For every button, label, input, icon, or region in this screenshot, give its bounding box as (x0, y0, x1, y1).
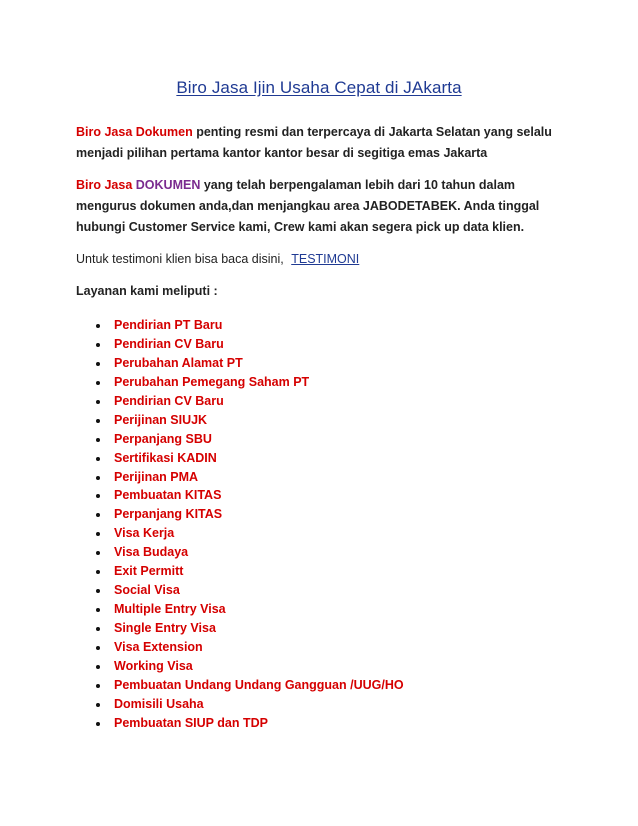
list-item-label: Pendirian CV Baru (114, 393, 224, 408)
list-item (96, 714, 404, 733)
list-item (96, 411, 404, 430)
list-item (96, 562, 404, 581)
bullet-icon (96, 513, 100, 517)
list-item (96, 638, 404, 657)
bullet-icon (96, 627, 100, 631)
list-item (96, 505, 404, 524)
list-item-label: Pendirian PT Baru (114, 318, 223, 332)
list-item-label: Working Visa (114, 658, 193, 673)
list-item-label: Pembuatan KITAS (114, 488, 222, 503)
list-item (96, 354, 404, 373)
list-item (96, 581, 404, 600)
list-item (96, 335, 404, 354)
bullet-icon (96, 343, 100, 347)
bullet-icon (96, 665, 100, 669)
list-item-label: Visa Kerja (114, 526, 175, 541)
bullet-icon (96, 438, 100, 442)
list-item-label: Domisili Usaha (114, 696, 204, 711)
list-item (96, 657, 404, 676)
list-item (96, 449, 404, 468)
list-item (96, 619, 404, 638)
bullet-icon (96, 494, 100, 498)
list-item-label: Visa Extension (114, 639, 203, 654)
list-item (96, 695, 404, 714)
list-item (96, 676, 404, 695)
list-item-label: Perpanjang SBU (114, 431, 212, 446)
list-item (96, 468, 404, 487)
bullet-icon (96, 457, 100, 461)
list-item (96, 600, 404, 619)
services-heading: Layanan kami meliputi : (76, 284, 218, 298)
list-item-label: Pembuatan SIUP dan TDP (114, 715, 268, 730)
list-item-label: Perijinan SIUJK (114, 412, 208, 427)
bullet-icon (96, 532, 100, 536)
services-list (96, 316, 404, 733)
highlight-biro-jasa: Biro Jasa (76, 178, 136, 192)
bullet-icon (96, 589, 100, 593)
bullet-icon (96, 324, 100, 328)
list-item (96, 543, 404, 562)
experience-paragraph-text: yang telah berpengalaman lebih dari 10 tahun dalam mengurus dokumen anda,dan menjangkau area JABODETABEK. Anda tinggal hubungi Customer Service kami, Crew kami akan segera pick up data klien. (76, 178, 540, 234)
list-item (96, 392, 404, 411)
testimonial-line (76, 249, 576, 270)
bullet-icon (96, 570, 100, 574)
list-item-label: Perijinan PMA (114, 469, 199, 484)
list-item (96, 373, 404, 392)
bullet-icon (96, 419, 100, 423)
list-item-label: Exit Permitt (114, 564, 184, 579)
bullet-icon (96, 646, 100, 650)
bullet-icon (96, 608, 100, 612)
testimonial-text: Untuk testimoni klien bisa baca disini, (76, 252, 288, 266)
list-item-label: Visa Budaya (114, 545, 189, 560)
list-item (96, 316, 404, 335)
list-item-label: Perpanjang KITAS (114, 507, 223, 522)
list-item-label: Social Visa (114, 583, 180, 598)
list-item-label: Single Entry Visa (114, 621, 216, 635)
list-item-label: Sertifikasi KADIN (114, 450, 217, 465)
bullet-icon (96, 684, 100, 688)
page-title[interactable]: Biro Jasa Ijin Usaha Cepat di JAkarta (176, 78, 462, 97)
bullet-icon (96, 362, 100, 366)
list-item (96, 486, 404, 505)
bullet-icon (96, 476, 100, 480)
list-item-label: Pembuatan Undang Undang Gangguan /UUG/HO (114, 677, 404, 692)
list-item-label: Multiple Entry Visa (114, 602, 226, 617)
list-item-label: Perubahan Pemegang Saham PT (114, 374, 310, 389)
experience-paragraph (76, 175, 576, 238)
list-item-label: Perubahan Alamat PT (114, 355, 243, 370)
testimonial-link[interactable]: TESTIMONI (291, 252, 360, 266)
highlight-dokumen: DOKUMEN (135, 178, 201, 192)
bullet-icon (96, 381, 100, 385)
bullet-icon (96, 551, 100, 555)
intro-paragraph (76, 122, 576, 164)
list-item-label: Pendirian CV Baru (114, 336, 224, 351)
list-item (96, 430, 404, 449)
bullet-icon (96, 722, 100, 726)
intro-paragraph-text: penting resmi dan terpercaya di Jakarta Selatan yang selalu menjadi pilihan pertama kantor kantor besar di segitiga emas Jakarta (76, 125, 552, 160)
bullet-icon (96, 400, 100, 404)
list-item (96, 524, 404, 543)
bullet-icon (96, 703, 100, 707)
highlight-biro-jasa-dokumen: Biro Jasa Dokumen (76, 125, 193, 139)
